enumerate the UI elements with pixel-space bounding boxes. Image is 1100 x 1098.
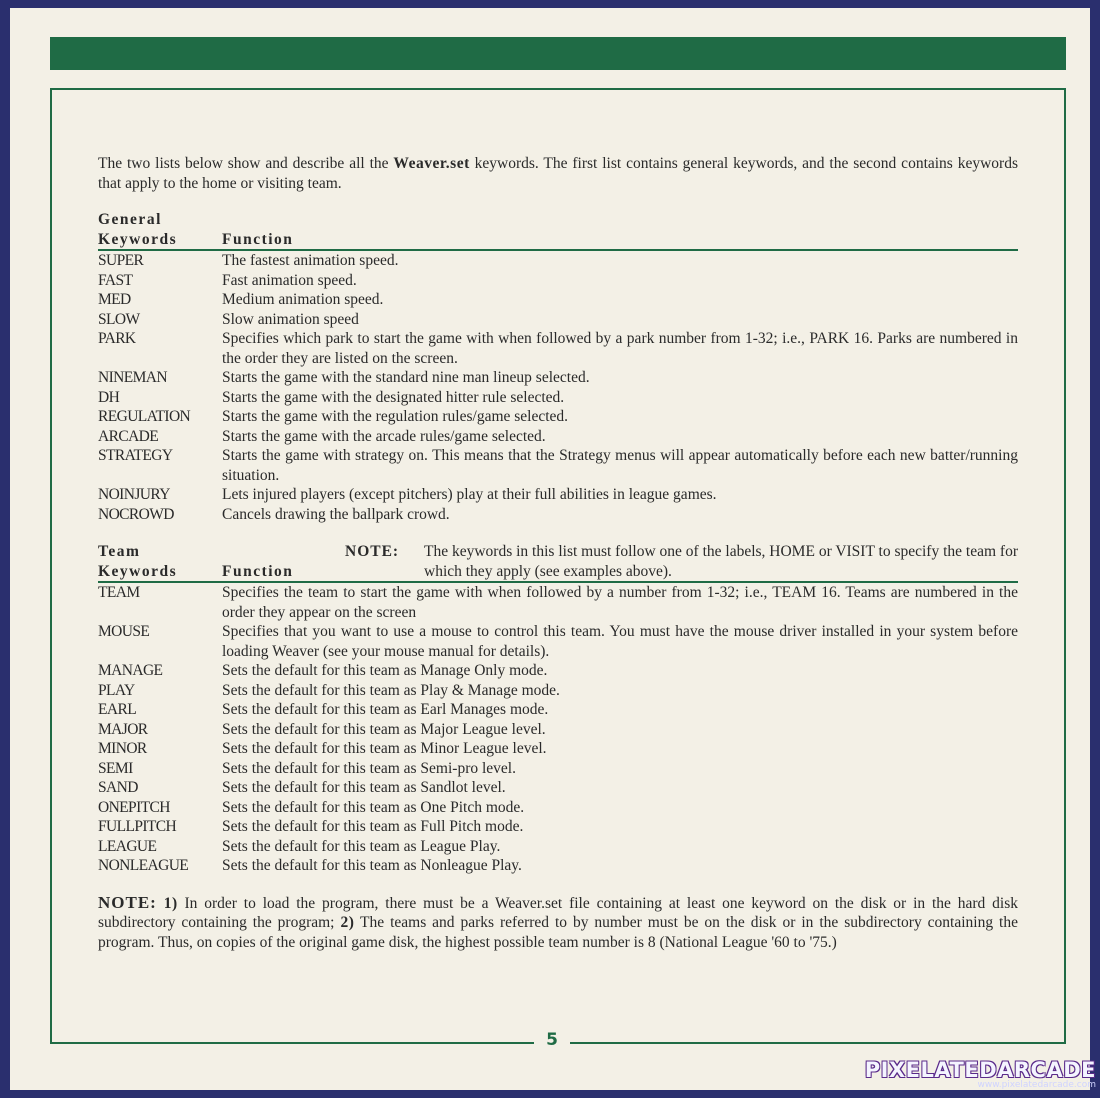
keyword-row [98,310,1018,330]
general-heading-line1: General [98,211,162,228]
keyword-row [98,856,1018,876]
team-function-heading: Function [222,562,294,580]
general-function-heading: Function [222,230,294,248]
team-note-text: The keywords in this list must follow one of the labels, HOME or VISIT to specify the team for which they apply (see examples above). [424,543,1018,580]
team-table-header [98,542,1018,583]
general-heading-line2: Keywords [98,230,178,248]
keyword-row [98,739,1018,759]
keyword-name: REGULATION [98,408,191,425]
final-note-label: NOTE: [98,892,157,912]
keyword-row [98,505,1018,525]
keyword-function: Specifies which park to start the game with when followed by a park number from 1-32; i.e., PARK 16. Parks are numbered in the order they are listed on the screen. [222,330,1018,367]
keyword-function: Sets the default for this team as Semi-pro level. [222,759,516,777]
manual-page [10,8,1090,1090]
team-keywords-list [98,583,1018,876]
keyword-name: MINOR [98,740,147,757]
keyword-name: SAND [98,779,138,796]
keyword-row [98,251,1018,271]
keyword-name: NONLEAGUE [98,857,189,874]
keyword-row [98,798,1018,818]
keyword-name: SUPER [98,252,144,269]
keyword-function: Sets the default for this team as Earl Manages mode. [222,701,549,718]
final-note-text-1: In order to load the program, there must be a Weaver.set file containing at least one keyword on the disk or in the hard disk subdirectory containing the program; [98,894,1018,931]
header-bar [50,37,1066,70]
team-keywords-heading [98,542,222,581]
keyword-name: EARL [98,701,137,718]
keyword-function: Fast animation speed. [222,271,357,289]
keyword-function: Sets the default for this team as Major League level. [222,720,546,738]
final-note-num-2: 2) [340,914,355,931]
keyword-row [98,759,1018,779]
keyword-function: Slow animation speed [222,310,359,328]
final-note-num-1: 1) [163,894,178,912]
keyword-name: SLOW [98,310,140,328]
keyword-function: Specifies that you want to use a mouse to control this team. You must have the mouse driver installed in your system before loading Weaver (see your mouse manual for details). [222,623,1018,660]
keyword-name: ARCADE [98,427,159,445]
keyword-row [98,290,1018,310]
keyword-function: Medium animation speed. [222,291,384,308]
keyword-name: SEMI [98,759,133,777]
keyword-function: Sets the default for this team as Play & Manage mode. [222,681,560,699]
keyword-row [98,817,1018,837]
keyword-name: MED [98,291,131,308]
keyword-row [98,427,1018,447]
keyword-name: MAJOR [98,720,148,738]
page-number: 5 [546,1030,558,1050]
intro-filename: Weaver.set [393,155,470,172]
keyword-row [98,407,1018,427]
keyword-function: Sets the default for this team as Sandlot level. [222,779,506,796]
keyword-row [98,837,1018,857]
keyword-name: PLAY [98,681,135,699]
final-note [98,893,1018,953]
keyword-row [98,271,1018,291]
keyword-function: Specifies the team to start the game with when followed by a number from 1-32; i.e., TEAM 16. Teams are numbered in the order they appear on the screen [222,584,1018,621]
intro-paragraph [98,154,1018,193]
keyword-name: MANAGE [98,662,163,679]
keyword-name: NOINJURY [98,486,170,503]
keyword-row [98,368,1018,388]
keyword-row [98,329,1018,368]
keyword-name: NINEMAN [98,369,167,386]
keyword-name: NOCROWD [98,505,174,523]
keyword-row [98,446,1018,485]
intro-text-post: keywords. The first list contains general keywords, and the second contains keywords that apply to the home or visiting team. [98,155,1018,192]
footer-rule-right [570,1042,1066,1044]
keyword-name: LEAGUE [98,837,157,855]
keyword-function: Sets the default for this team as League Play. [222,837,501,855]
keyword-name: MOUSE [98,623,150,640]
keyword-function: Starts the game with the designated hitter rule selected. [222,388,565,406]
keyword-function: Sets the default for this team as Minor League level. [222,740,547,757]
keyword-row [98,661,1018,681]
keyword-function: Sets the default for this team as Full Pitch mode. [222,818,524,835]
keyword-name: FULLPITCH [98,818,177,835]
team-note-label: NOTE: [345,543,400,560]
general-keywords-heading [98,210,222,249]
keyword-function: Sets the default for this team as One Pitch mode. [222,798,525,816]
team-heading-line2: Keywords [98,562,178,580]
general-table-header [98,210,1018,251]
general-keywords-list [98,251,1018,524]
keyword-name: ONEPITCH [98,798,170,816]
keyword-function: Starts the game with the standard nine man lineup selected. [222,369,590,386]
keyword-name: TEAM [98,584,140,601]
keyword-row [98,720,1018,740]
site-watermark [865,1059,1096,1090]
keyword-row [98,583,1018,622]
keyword-function: Cancels drawing the ballpark crowd. [222,505,450,523]
keyword-row [98,485,1018,505]
keyword-function: Starts the game with the arcade rules/game selected. [222,427,546,445]
keyword-function: Lets injured players (except pitchers) play at their full abilities in league games. [222,486,717,503]
keyword-function: The fastest animation speed. [222,252,399,269]
final-note-text-2: The teams and parks referred to by number must be on the disk or in the subdirectory containing the program. Thus, on copies of the original game disk, the highest possible team number is 8 (National League '60 to '75.) [98,914,1018,951]
keyword-row [98,700,1018,720]
keyword-name: DH [98,388,120,406]
keyword-row [98,388,1018,408]
keyword-function: Starts the game with strategy on. This means that the Strategy menus will appear automatically before each new batter/running situation. [222,447,1018,484]
keyword-row [98,622,1018,661]
keyword-function: Starts the game with the regulation rules/game selected. [222,408,569,425]
team-heading-line1: Team [98,543,141,560]
keyword-name: FAST [98,271,133,289]
watermark-logo-text: PIXELATEDARCADE [864,1058,1096,1082]
keyword-function: Sets the default for this team as Nonleague Play. [222,857,522,874]
footer-rule-left [50,1042,534,1044]
intro-text-pre: The two lists below show and describe all the [98,155,394,172]
watermark-url: www.pixelatedarcade.com [977,1080,1096,1090]
keyword-name: STRATEGY [98,447,173,464]
page-content [98,154,1018,968]
keyword-function: Sets the default for this team as Manage Only mode. [222,662,548,679]
keyword-name: PARK [98,330,136,347]
keyword-row [98,778,1018,798]
keyword-row [98,681,1018,701]
